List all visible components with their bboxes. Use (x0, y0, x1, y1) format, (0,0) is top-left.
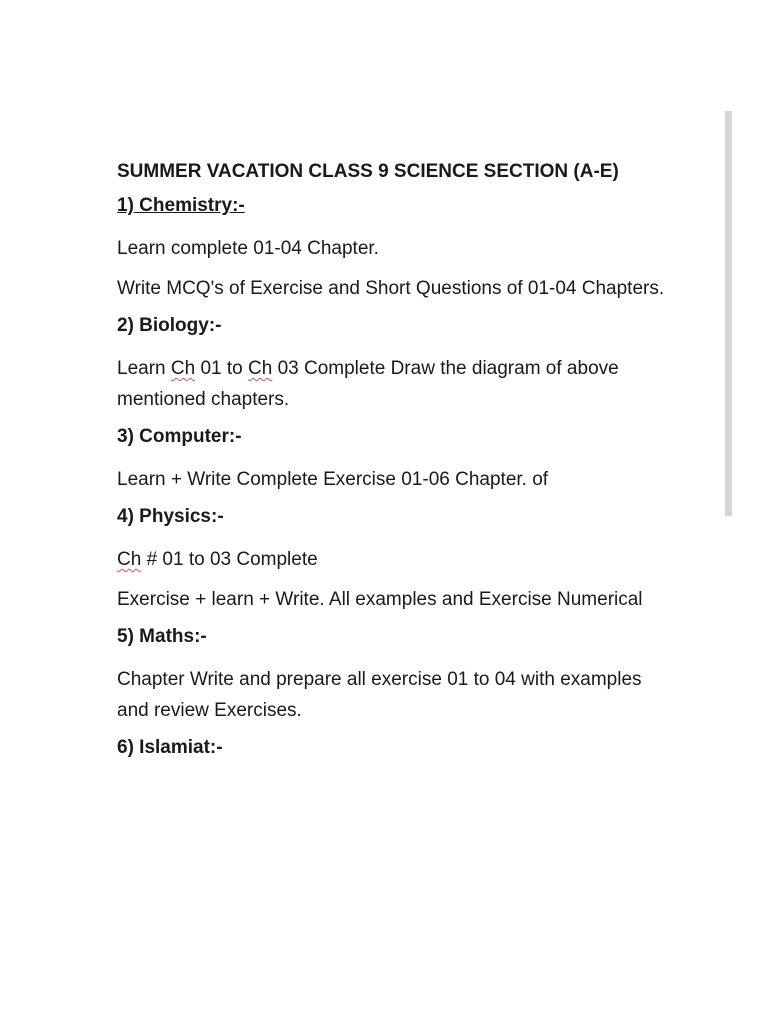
spellcheck-word[interactable]: Ch (248, 358, 273, 379)
physics-text-part-1: # 01 to 03 Complete (141, 549, 318, 570)
section-heading-physics: 4) Physics:- (117, 506, 224, 527)
chemistry-paragraph-1: Learn complete 01-04 Chapter. (117, 238, 379, 259)
computer-paragraph-1: Learn + Write Complete Exercise 01-06 Chapter. of (117, 469, 549, 490)
physics-paragraph-1 (117, 544, 677, 575)
section-heading-maths: 5) Maths:- (117, 626, 207, 647)
biology-text-part-2: 01 to (195, 358, 248, 379)
section-heading-biology: 2) Biology:- (117, 315, 222, 336)
chemistry-heading-text: 1) Chemistry:- (117, 195, 245, 216)
physics-paragraph-2: Exercise + learn + Write. All examples and Exercise Numerical (117, 589, 643, 610)
document-page (117, 156, 677, 775)
biology-paragraph-1 (117, 353, 677, 415)
chemistry-paragraph-2: Write MCQ's of Exercise and Short Questions of 01-04 Chapters. (117, 278, 665, 299)
section-heading-computer: 3) Computer:- (117, 426, 242, 447)
biology-text-part-3: 03 Complete Draw the diagram of above mentioned chapters. (117, 358, 619, 410)
section-heading-islamiat: 6) Islamiat:- (117, 737, 223, 758)
spellcheck-word[interactable]: Ch (170, 358, 196, 379)
document-title: SUMMER VACATION CLASS 9 SCIENCE SECTION (A-E) (117, 161, 619, 182)
biology-text-part-1: Learn (117, 358, 171, 379)
maths-paragraph-1: Chapter Write and prepare all exercise 01 to 04 with examples and review Exercises. (117, 669, 642, 721)
section-heading-chemistry (117, 193, 677, 219)
vertical-scrollbar[interactable] (725, 111, 732, 516)
spellcheck-word[interactable]: Ch (117, 549, 142, 570)
